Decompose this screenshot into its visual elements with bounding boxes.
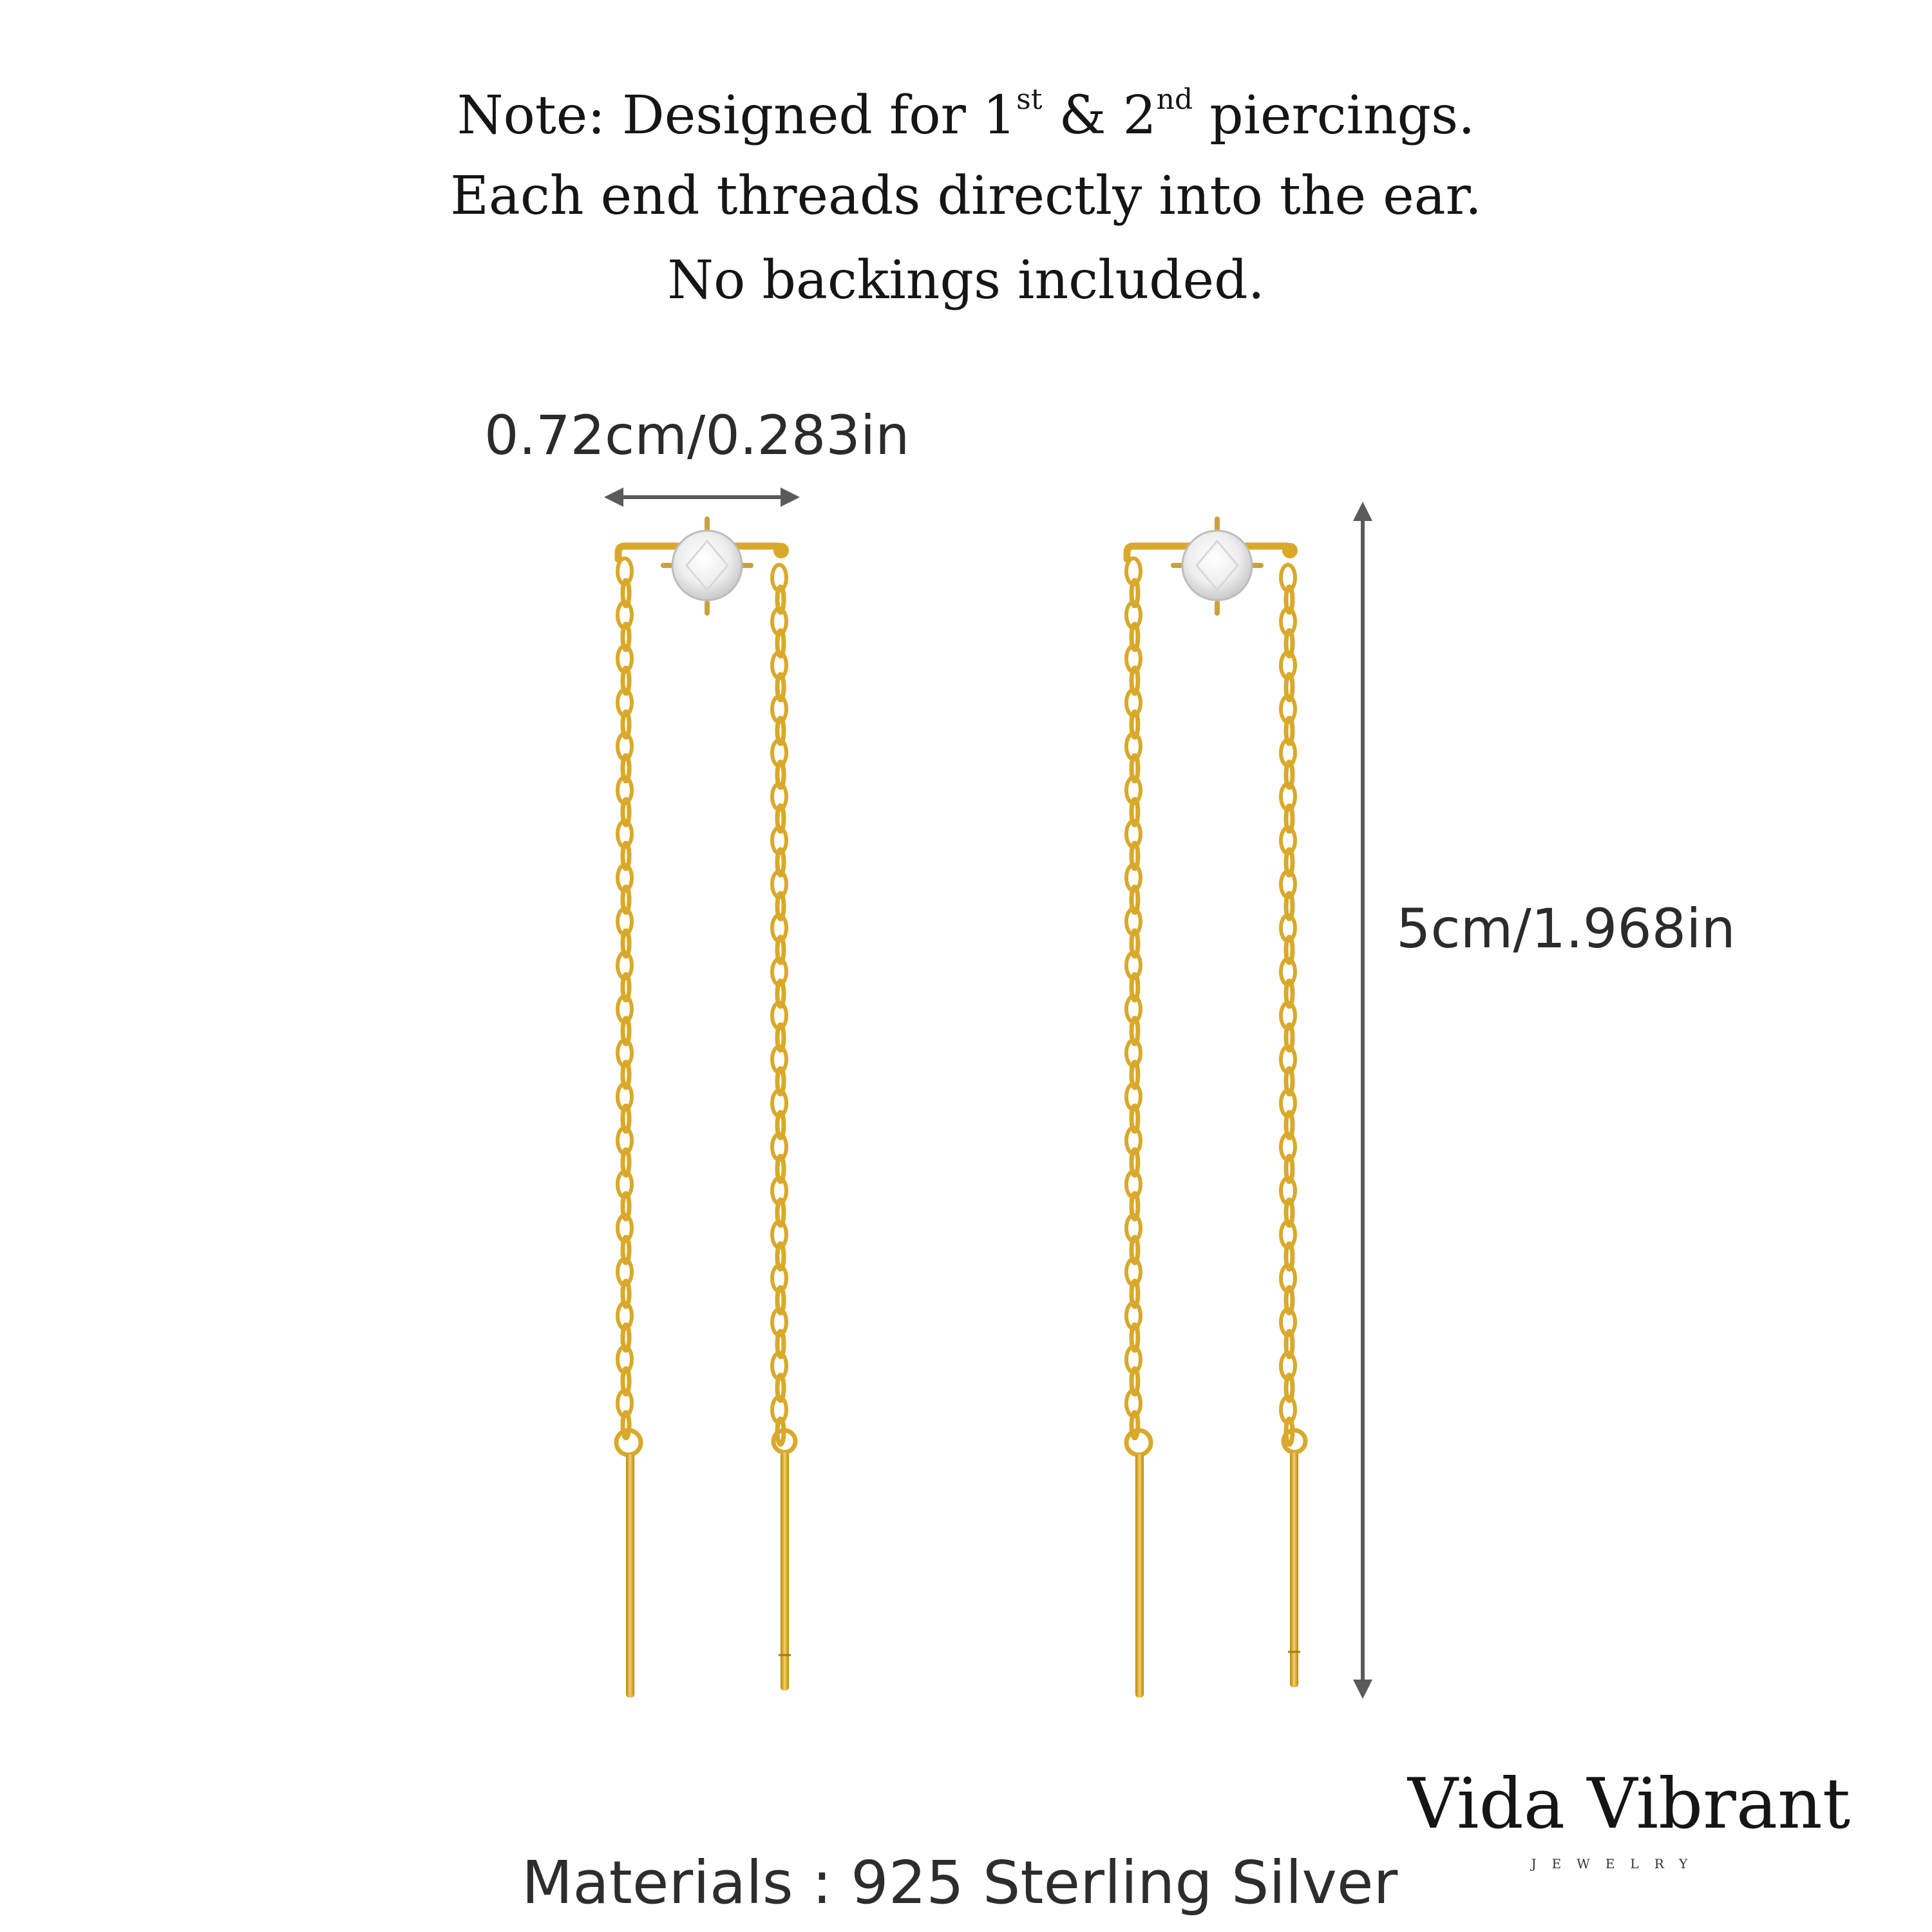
note-superscript-nd: nd (1156, 83, 1193, 116)
right-earring-gem (1173, 519, 1261, 613)
brand-logo-tagline: JEWELRY (1531, 1856, 1703, 1871)
right-earring-end-ball (1282, 543, 1298, 558)
left-earring (616, 519, 795, 1698)
right-earring-left-chain (1126, 558, 1141, 1438)
note-line-3: No backings included. (667, 250, 1265, 311)
right-earring (1126, 519, 1305, 1698)
left-earring-left-chain (618, 558, 632, 1438)
note-line-2: Each end threads directly into the ear. (450, 166, 1482, 227)
left-earring-gem (663, 519, 751, 613)
right-earring-right-chain (1281, 565, 1295, 1444)
length-dimension-label: 5cm/1.968in (1396, 897, 1736, 960)
left-earring-end-ball (773, 543, 789, 558)
chain-link (623, 1412, 629, 1438)
brand-logo-name: Vida Vibrant (1408, 1764, 1851, 1844)
note-superscript-st: st (1016, 83, 1043, 116)
note-line-1-prefix: Note: Designed for 1 (457, 85, 1017, 146)
left-earring-left-pin (626, 1454, 634, 1698)
note-line-1-suffix: piercings. (1193, 85, 1475, 146)
left-earring-right-chain (772, 565, 786, 1444)
right-earring-left-pin (1135, 1454, 1144, 1698)
materials-caption: Materials : 925 Sterling Silver (522, 1848, 1398, 1917)
width-dimension-label: 0.72cm/0.283in (484, 404, 910, 467)
note-line-1-mid: & 2 (1042, 85, 1157, 146)
